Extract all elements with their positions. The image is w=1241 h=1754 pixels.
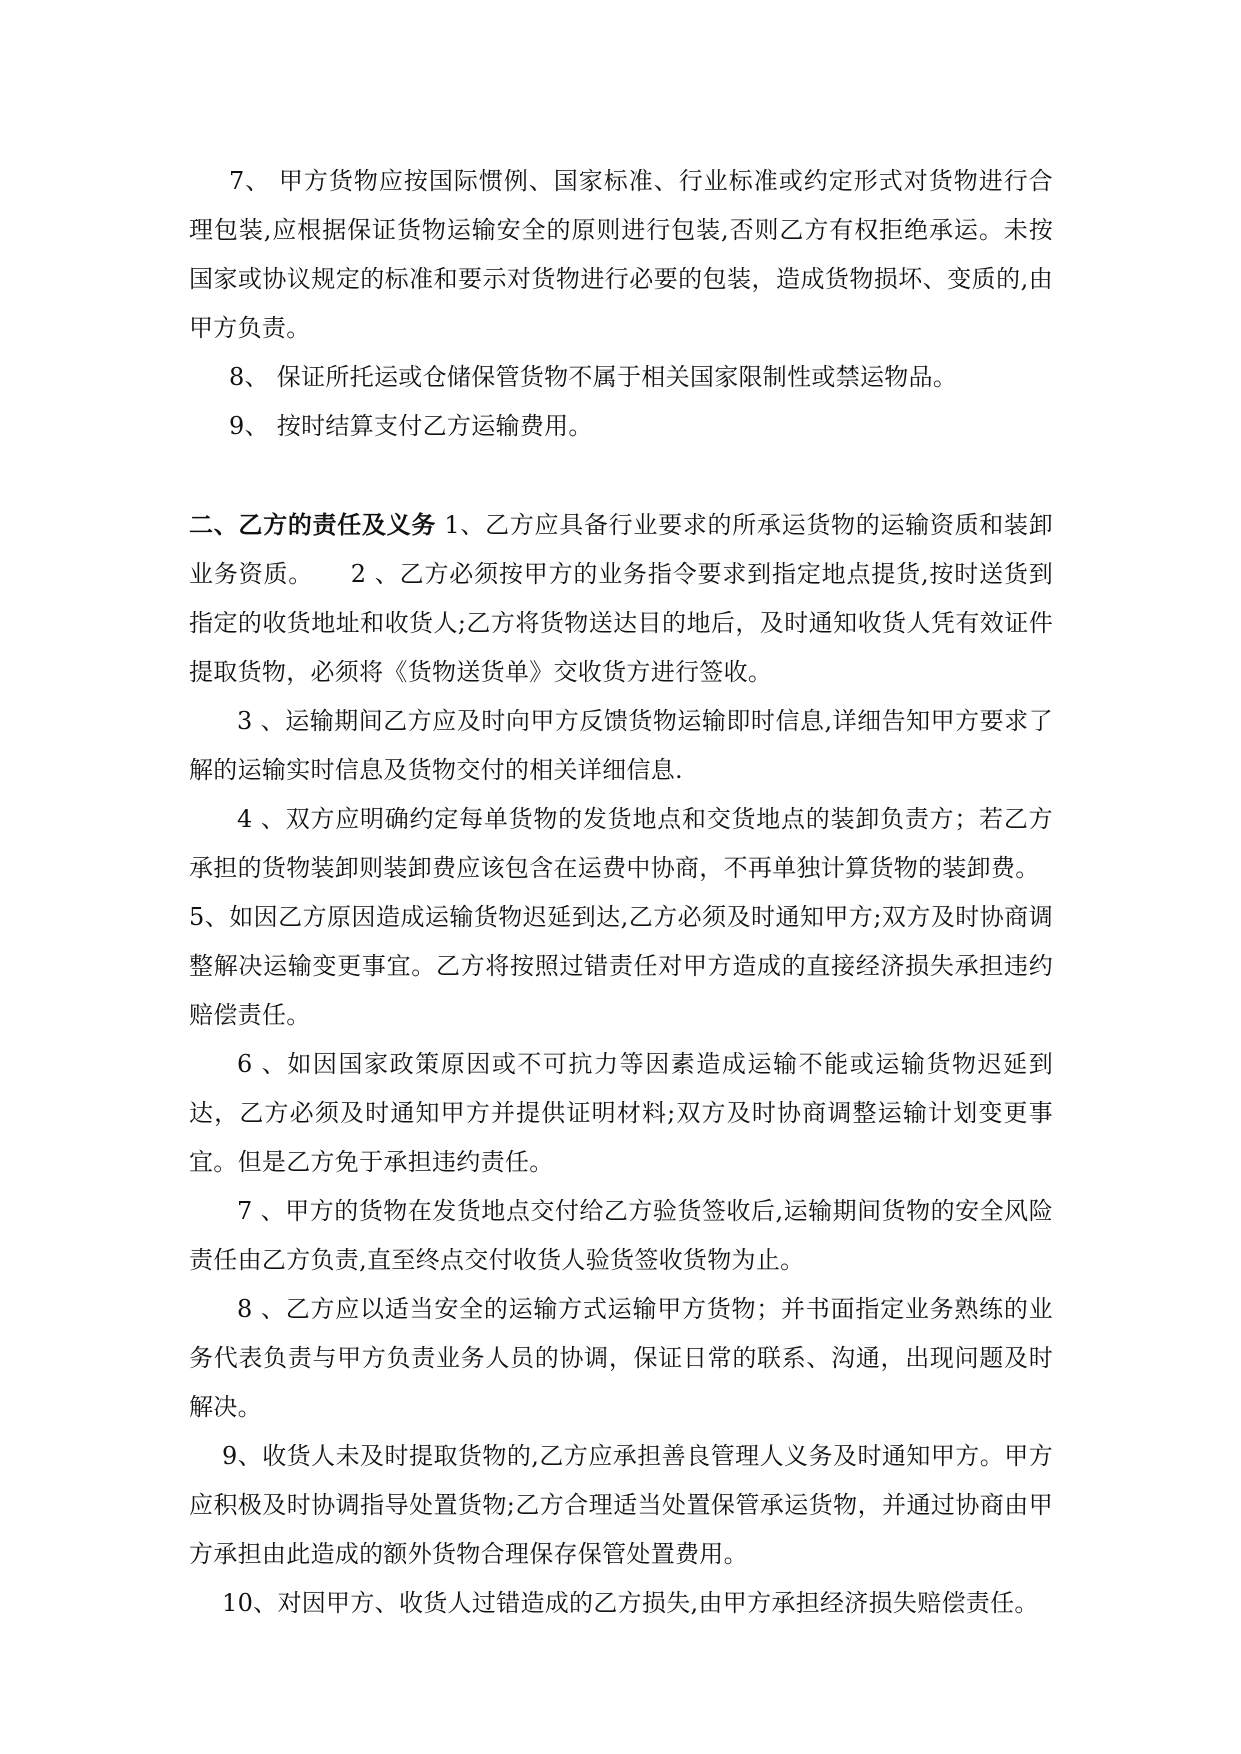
party-b-clause-5: 5、如因乙方原因造成运输货物迟延到达,乙方必须及时通知甲方;双方及时协商调整解决运输变更事宜。乙方将按照过错责任对甲方造成的直接经济损失承担违约赔偿责任。 [189, 903, 1053, 1029]
party-b-clause-1-2-text: 1、乙方应具备行业要求的所承运货物的运输资质和装卸业务资质。 2 、乙方必须按甲方的业务指令要求到指定地点提货,按时送货到指定的收货地址和收货人;乙方将货物送达目的地后，及时通知收货人凭有效证件提取货物，必须将《货物送货单》交收货方进行签收。 [189, 511, 1054, 686]
party-b-clause-3: 3 、运输期间乙方应及时向甲方反馈货物运输即时信息,详细告知甲方要求了解的运输实时信息及货物交付的相关详细信息. [189, 707, 1053, 784]
party-b-clause-6: 6 、如因国家政策原因或不可抗力等因素造成运输不能或运输货物迟延到达，乙方必须及时通知甲方并提供证明材料;双方及时协商调整运输计划变更事宜。但是乙方免于承担违约责任。 [189, 1050, 1053, 1176]
party-b-clause-9: 9、收货人未及时提取货物的,乙方应承担善良管理人义务及时通知甲方。甲方应积极及时协调指导处置货物;乙方合理适当处置保管承运货物，并通过协商由甲方承担由此造成的额外货物合理保存保管处置费用。 [189, 1442, 1053, 1568]
party-b-clause-8: 8 、乙方应以适当安全的运输方式运输甲方货物；并书面指定业务熟练的业务代表负责与甲方负责业务人员的协调，保证日常的联系、沟通，出现问题及时解决。 [189, 1295, 1053, 1421]
document-body [189, 157, 1053, 1628]
party-b-clause-7: 7 、甲方的货物在发货地点交付给乙方验货签收后,运输期间货物的安全风险责任由乙方负责,直至终点交付收货人验货签收货物为止。 [189, 1197, 1053, 1274]
party-b-clause-10: 10、对因甲方、收货人过错造成的乙方损失,由甲方承担经济损失赔偿责任。 [222, 1589, 1039, 1617]
section-2-heading: 二、乙方的责任及义务 [189, 510, 437, 539]
party-b-clause-4: 4 、双方应明确约定每单货物的发货地点和交货地点的装卸负责方；若乙方承担的货物装卸则装卸费应该包含在运费中协商，不再单独计算货物的装卸费。 [189, 805, 1053, 882]
party-a-clause-7: 7、 甲方货物应按国际惯例、国家标准、行业标准或约定形式对货物进行合理包装,应根据保证货物运输安全的原则进行包装,否则乙方有权拒绝承运。未按国家或协议规定的标准和要示对货物进行必要的包装，造成货物损坏、变质的,由甲方负责。 [189, 167, 1053, 342]
party-a-clause-9: 9、 按时结算支付乙方运输费用。 [229, 412, 593, 440]
party-a-clause-8: 8、 保证所托运或仓储保管货物不属于相关国家限制性或禁运物品。 [229, 363, 958, 391]
party-b-clause-1-2 [189, 500, 1053, 697]
